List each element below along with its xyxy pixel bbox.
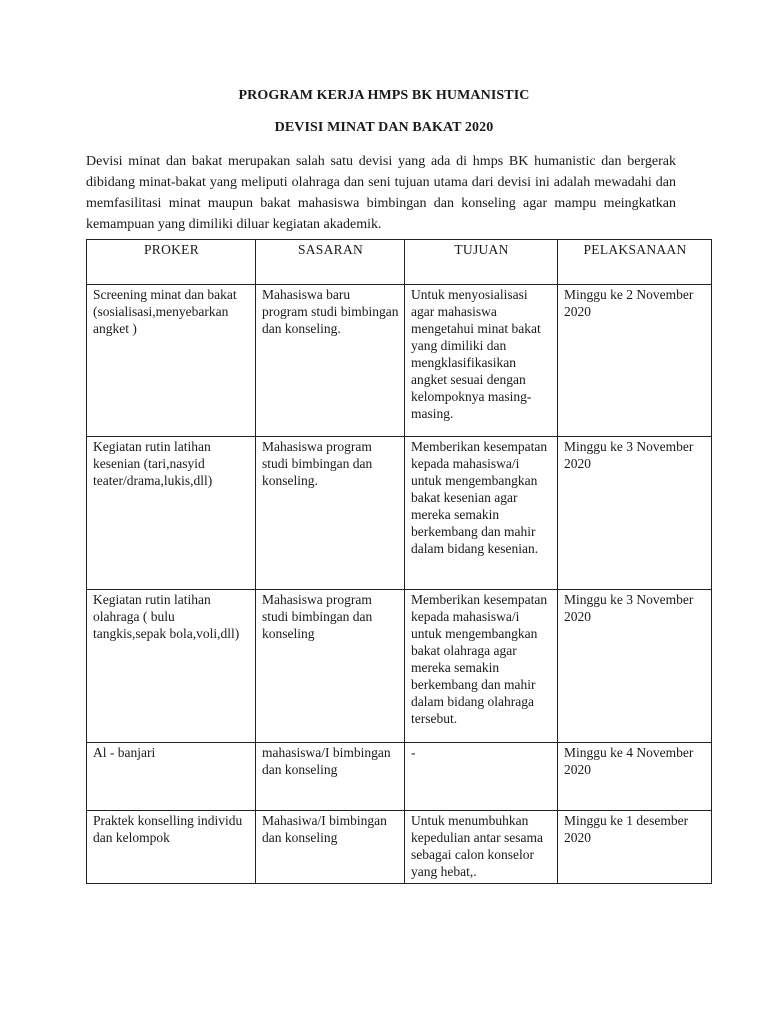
cell-tujuan: Untuk menyosialisasi agar mahasiswa mengetahui minat bakat yang dimiliki dan mengklasifikasikan angket sesuai dengan kelompoknya masing-masing. — [405, 285, 558, 437]
intro-paragraph: Devisi minat dan bakat merupakan salah satu devisi yang ada di hmps BK humanistic dan bergerak dibidang minat-bakat yang meliputi olahraga dan seni tujuan utama dari devisi ini adalah mewadahi dan memfasilitasi minat maupun bakat mahasiswa bimbingan dan konseling agar mampu meingkatkan kemampuan yang dimiliki diluar kegiatan akademik. — [86, 154, 676, 232]
document-subtitle: DEVISI MINAT DAN BAKAT 2020 — [274, 120, 494, 135]
cell-sasaran: Mahasiswa program studi bimbingan dan konseling — [256, 590, 405, 743]
table-row — [87, 285, 712, 437]
program-table — [86, 239, 712, 884]
cell-pelaksanaan: Minggu ke 3 November 2020 — [558, 590, 712, 743]
header-tujuan: TUJUAN — [405, 240, 558, 285]
cell-pelaksanaan: Minggu ke 1 desember 2020 — [558, 811, 712, 884]
cell-sasaran: Mahasiswa baru program studi bimbingan dan konseling. — [256, 285, 405, 437]
header-proker: PROKER — [87, 240, 256, 285]
cell-sasaran: Mahasiwa/I bimbingan dan konseling — [256, 811, 405, 884]
table-row — [87, 743, 712, 811]
table-row — [87, 811, 712, 884]
cell-proker: Kegiatan rutin latihan kesenian (tari,nasyid teater/drama,lukis,dll) — [87, 437, 256, 590]
cell-sasaran: Mahasiswa program studi bimbingan dan konseling. — [256, 437, 405, 590]
header-sasaran: SASARAN — [256, 240, 405, 285]
table-header-row — [87, 240, 712, 285]
cell-proker: Screening minat dan bakat (sosialisasi,menyebarkan angket ) — [87, 285, 256, 437]
cell-tujuan: Memberikan kesempatan kepada mahasiswa/i untuk mengembangkan bakat olahraga agar mereka semakin berkembang dan mahir dalam bidang olahraga tersebut. — [405, 590, 558, 743]
cell-proker: Al - banjari — [87, 743, 256, 811]
cell-pelaksanaan: Minggu ke 3 November 2020 — [558, 437, 712, 590]
table-row — [87, 437, 712, 590]
cell-tujuan: Memberikan kesempatan kepada mahasiswa/i untuk mengembangkan bakat kesenian agar mereka semakin berkembang dan mahir dalam bidang kesenian. — [405, 437, 558, 590]
cell-pelaksanaan: Minggu ke 2 November 2020 — [558, 285, 712, 437]
cell-pelaksanaan: Minggu ke 4 November 2020 — [558, 743, 712, 811]
cell-tujuan: - — [405, 743, 558, 811]
document-title: PROGRAM KERJA HMPS BK HUMANISTIC — [238, 88, 530, 103]
cell-sasaran: mahasiswa/I bimbingan dan konseling — [256, 743, 405, 811]
header-pelaksanaan: PELAKSANAAN — [558, 240, 712, 285]
table-row — [87, 590, 712, 743]
cell-tujuan: Untuk menumbuhkan kepedulian antar sesama sebagai calon konselor yang hebat,. — [405, 811, 558, 884]
cell-proker: Praktek konselling individu dan kelompok — [87, 811, 256, 884]
cell-proker: Kegiatan rutin latihan olahraga ( bulu tangkis,sepak bola,voli,dll) — [87, 590, 256, 743]
